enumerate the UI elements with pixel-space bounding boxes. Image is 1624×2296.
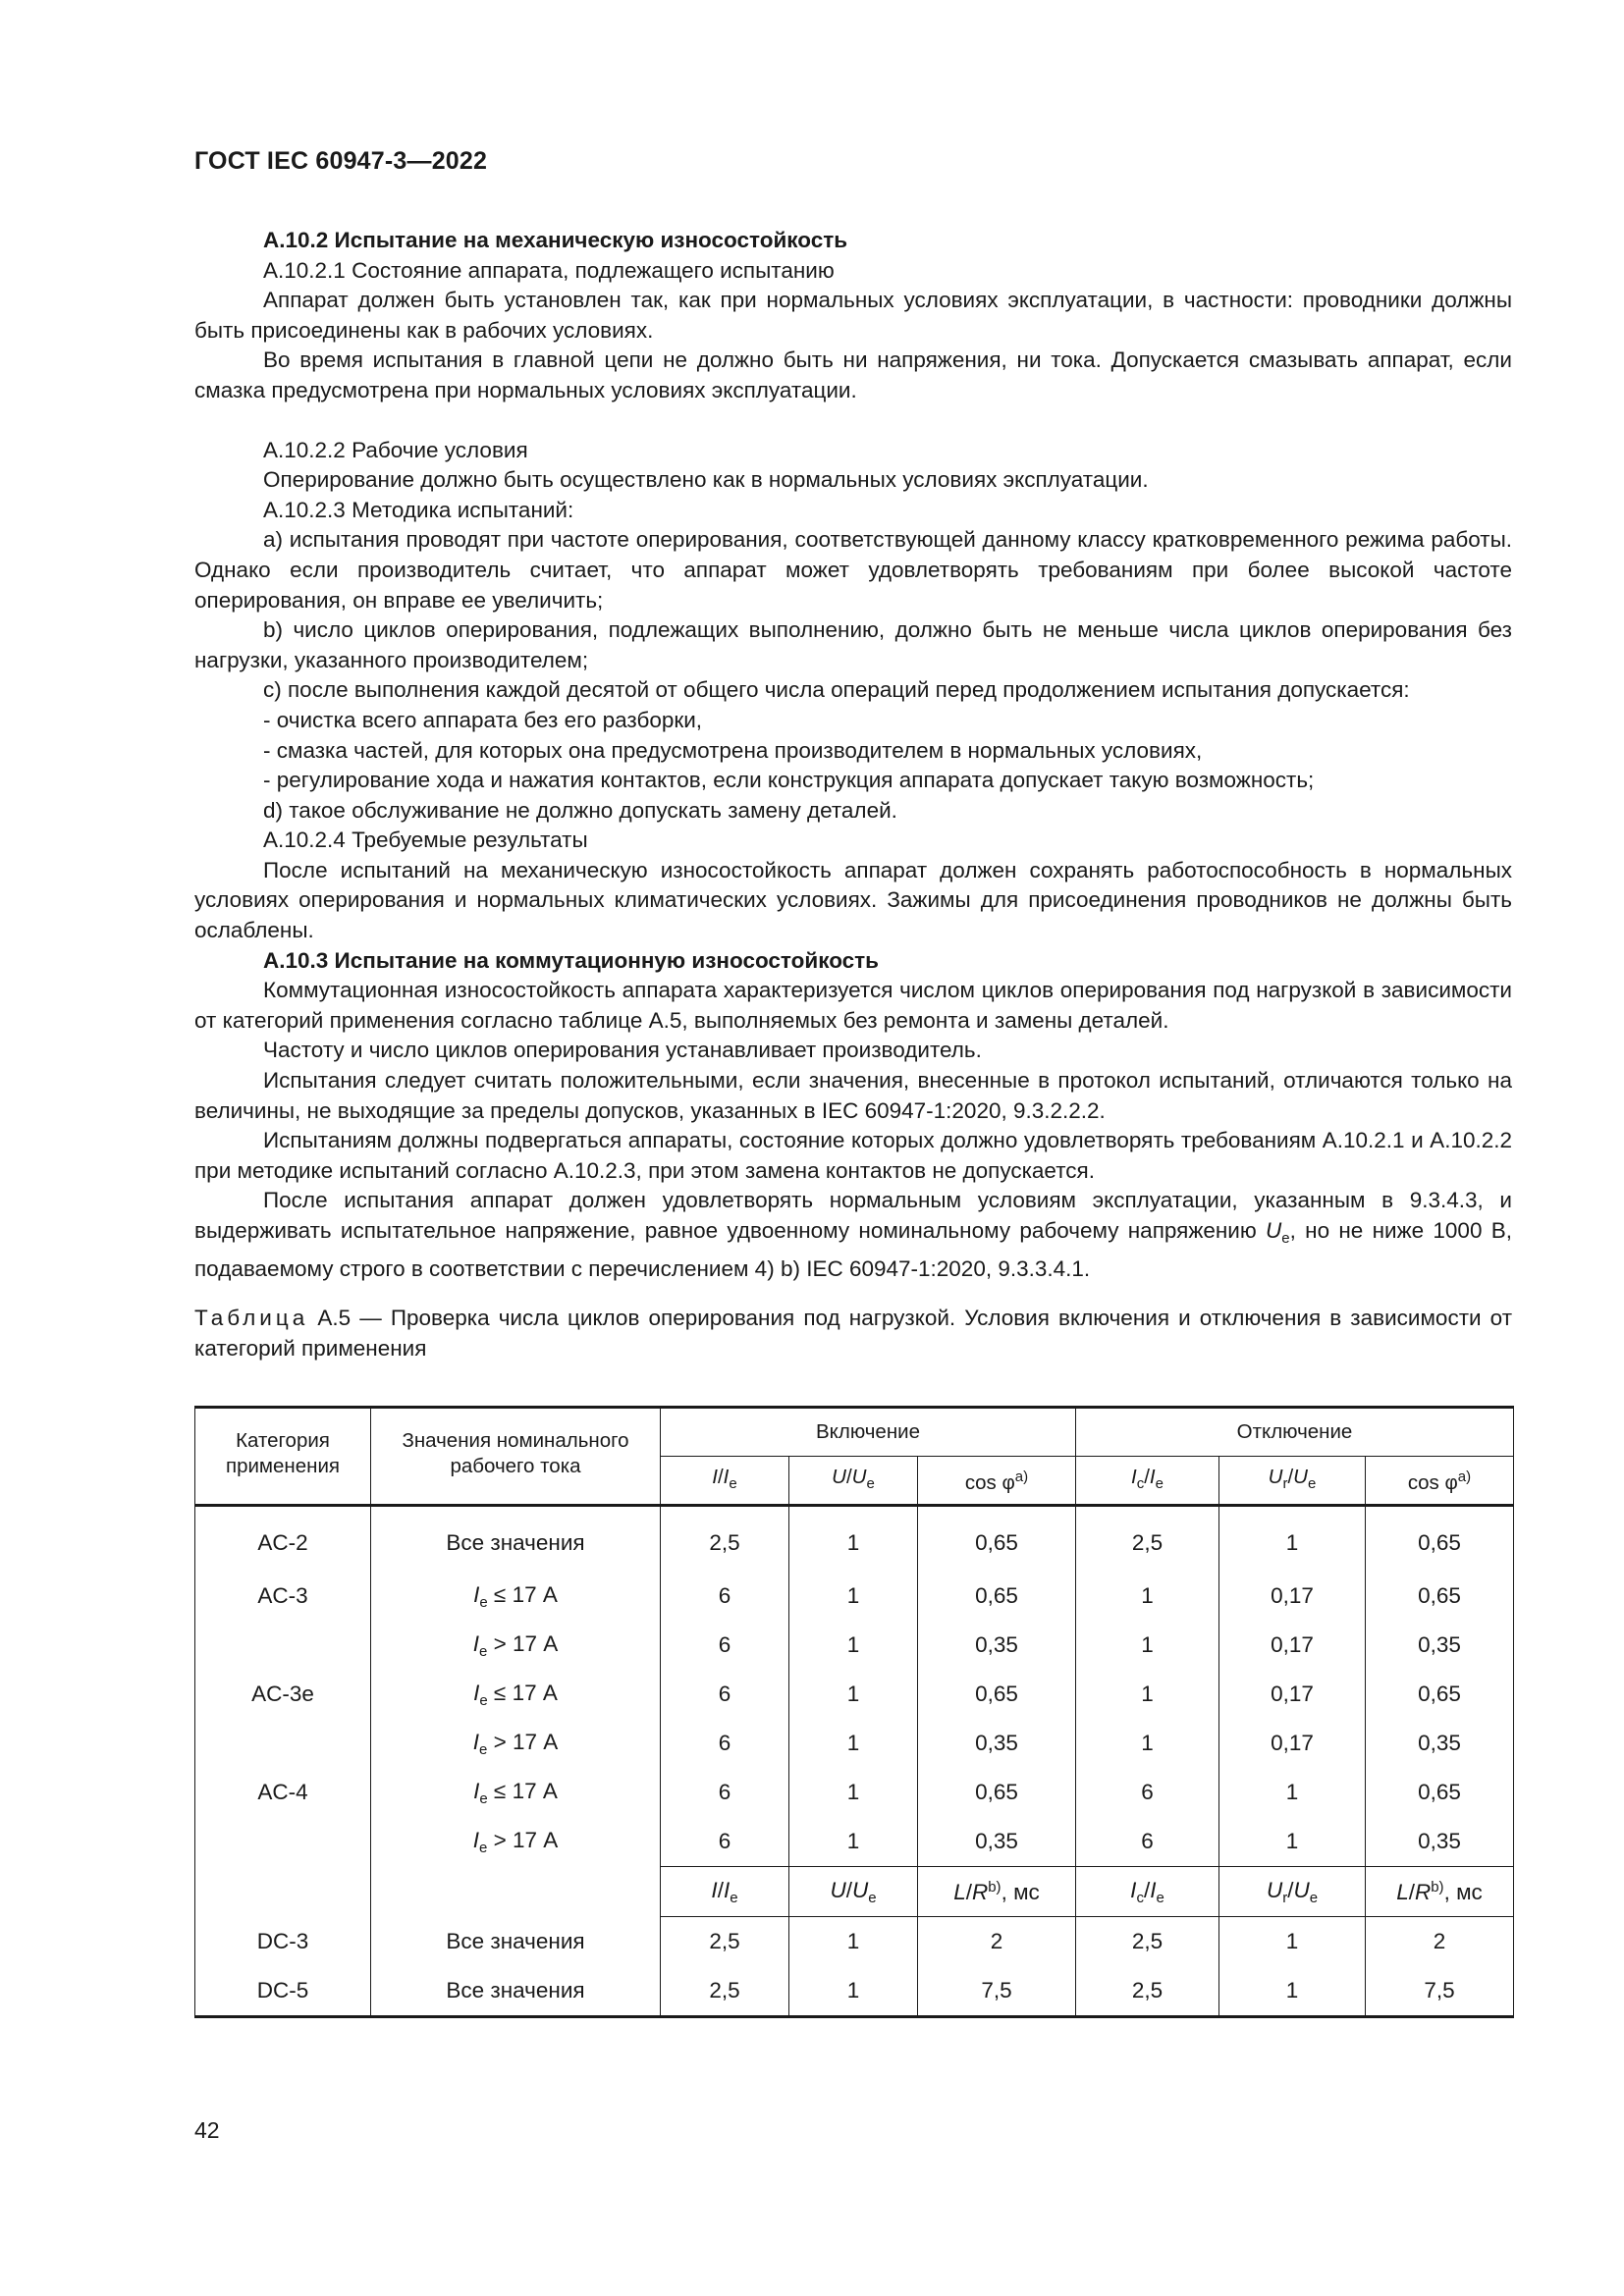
cell: 1 — [1219, 1966, 1366, 2017]
table-row — [195, 1506, 1514, 1573]
paragraph: Во время испытания в главной цепи не должно быть ни напряжения, ни тока. Допускается смазывать аппарат, если смазка предусмотрена при нормальных условиях эксплуатации. — [194, 347, 1512, 402]
table-subheader-row — [195, 1867, 1514, 1917]
col-header-u-ue-dc: $U/U_e$ — [789, 1867, 918, 1917]
cell: 0,65 — [918, 1506, 1076, 1573]
cell-category: DC-5 — [195, 1966, 371, 2017]
paragraph-text: , но не ниже 1000 В, подаваемому строго в соответствии с перечислением 4) b) IEC 60947-1:2020, 9.3.3.4.1. — [194, 1218, 1512, 1281]
dash-item: - очистка всего аппарата без его разборки, — [263, 707, 703, 732]
cell: 0,17 — [1219, 1621, 1366, 1670]
subsection-heading-a-10-2-1: А.10.2.1 Состояние аппарата, подлежащего испытанию — [263, 257, 835, 283]
cell: 0,65 — [1366, 1506, 1514, 1573]
cell: 6 — [661, 1621, 789, 1670]
col-header-i-ie: $I/I_e$ — [661, 1457, 789, 1506]
cell: 1 — [1219, 1817, 1366, 1867]
cell: 0,35 — [1366, 1621, 1514, 1670]
table-row — [195, 1966, 1514, 2017]
cell: 2,5 — [1076, 1506, 1219, 1573]
cell: 0,17 — [1219, 1572, 1366, 1621]
paragraph: После испытаний на механическую износостойкость аппарат должен сохранять работоспособность в нормальных условиях оперирования и нормальных климатических условиях. Зажимы для присоединения проводников не должны быть ослаблены. — [194, 857, 1512, 943]
cell-current: Все значения — [371, 1917, 661, 1967]
subsection-heading-a-10-2-4: А.10.2.4 Требуемые результаты — [263, 828, 588, 853]
document-header: ГОСТ IEC 60947-3—2022 — [194, 147, 488, 175]
cell: 1 — [1076, 1621, 1219, 1670]
cell: 1 — [1219, 1768, 1366, 1817]
subsection-heading-a-10-2-2: А.10.2.2 Рабочие условия — [263, 437, 528, 462]
col-header-cos-off: $\cos \varphi^{a)}$ — [1366, 1457, 1514, 1506]
cell: 6 — [661, 1817, 789, 1867]
col-header-ur-ue: $U_r/U_e$ — [1219, 1457, 1366, 1506]
cell: 1 — [789, 1506, 918, 1573]
cell: 0,35 — [918, 1817, 1076, 1867]
list-item: c) после выполнения каждой десятой от общего числа операций перед продолжением испытания допускается: — [263, 677, 1410, 703]
table-caption-text: А.5 — Проверка числа циклов оперирования под нагрузкой. Условия включения и отключения в зависимости от категорий применения — [194, 1306, 1512, 1361]
cell-current: $I_e > 17$ А — [371, 1719, 661, 1768]
dash-item: - смазка частей, для которых она предусмотрена производителем в нормальных условиях, — [263, 737, 1203, 763]
list-item: d) такое обслуживание не должно допускать замену деталей. — [263, 797, 897, 823]
cell-current: Все значения — [371, 1506, 661, 1573]
cell-current: Все значения — [371, 1966, 661, 2017]
table-row — [195, 1621, 1514, 1670]
cell-category — [195, 1817, 371, 1867]
cell-category: DC-3 — [195, 1917, 371, 1967]
spacer — [194, 406, 1512, 436]
cell: 2,5 — [661, 1917, 789, 1967]
cell: 6 — [1076, 1817, 1219, 1867]
table-row — [195, 1670, 1514, 1719]
cell: 7,5 — [1366, 1966, 1514, 2017]
list-item: b) число циклов оперирования, подлежащих выполнению, должно быть не меньше числа циклов оперирования без нагрузки, указанного производителем; — [194, 617, 1512, 672]
cell-category: AC-3e — [195, 1670, 371, 1719]
cell: 0,35 — [1366, 1817, 1514, 1867]
cell: 1 — [1219, 1917, 1366, 1967]
subsection-heading-a-10-2-3: А.10.2.3 Методика испытаний: — [263, 497, 574, 522]
cell: 0,65 — [1366, 1768, 1514, 1817]
cell-category: AC-4 — [195, 1768, 371, 1817]
paragraph: Испытания следует считать положительными, если значения, внесенные в протокол испытаний, отличаются только на величины, не выходящие за пределы допусков, указанных в IEC 60947-1:2020, 9.3.2.2.2. — [194, 1068, 1512, 1123]
dash-item: - регулирование хода и нажатия контактов, если конструкция аппарата допускает такую возможность; — [263, 768, 1315, 793]
cell: 2 — [918, 1917, 1076, 1967]
cell-current: $I_e > 17$ А — [371, 1817, 661, 1867]
cell: 6 — [661, 1670, 789, 1719]
cell-current: $I_e \le 17$ А — [371, 1768, 661, 1817]
cell: 1 — [789, 1966, 918, 2017]
paragraph: Оперирование должно быть осуществлено как в нормальных условиях эксплуатации. — [263, 467, 1149, 493]
col-header-lr-off-dc: $L/R^{b)}$, мс — [1366, 1867, 1514, 1917]
paragraph: Аппарат должен быть установлен так, как при нормальных условиях эксплуатации, в частности: проводники должны быть присоединены как в рабочих условиях. — [194, 288, 1512, 343]
col-header-i-ie-dc: $I/I_e$ — [661, 1867, 789, 1917]
col-header-u-ue: $U/U_e$ — [789, 1457, 918, 1506]
cell: 0,65 — [1366, 1572, 1514, 1621]
section-heading-a-10-2: А.10.2 Испытание на механическую износостойкость — [263, 228, 848, 252]
paragraph-text: После испытания аппарат должен удовлетворять нормальным условиям эксплуатации, указанным в 9.3.4.3, и выдерживать испытательное напряжение, равное удвоенному номинальному рабочему напряжению — [194, 1188, 1512, 1243]
cell-category: AC-2 — [195, 1506, 371, 1573]
cell: 1 — [1076, 1719, 1219, 1768]
cell: 0,65 — [918, 1670, 1076, 1719]
col-header-cos: $\cos \varphi^{a)}$ — [918, 1457, 1076, 1506]
cell: 0,17 — [1219, 1719, 1366, 1768]
cell: 2 — [1366, 1917, 1514, 1967]
table-row — [195, 1917, 1514, 1967]
cell-empty — [195, 1867, 371, 1917]
cell: 2,5 — [1076, 1917, 1219, 1967]
paragraph: Испытаниям должны подвергаться аппараты, состояние которых должно удовлетворять требованиям А.10.2.1 и А.10.2.2 при методике испытаний согласно А.10.2.3, при этом замена контактов не допускается. — [194, 1128, 1512, 1183]
paragraph: После испытания аппарат должен удовлетворять нормальным условиям эксплуатации, указанным в 9.3.4.3, и выдерживать испытательное напряжение, равное удвоенному номинальному рабочему напряжению $U_e$, но не ниже 1000 В, подаваемому строго в соответствии с перечислением 4) b) IEC 60947-1:2020, 9.3.3.4.1. — [194, 1188, 1512, 1281]
cell: 1 — [1219, 1506, 1366, 1573]
col-header-ic-ie: $I_c/I_e$ — [1076, 1457, 1219, 1506]
cell: 0,35 — [918, 1719, 1076, 1768]
paragraph: Коммутационная износостойкость аппарата характеризуется числом циклов оперирования под нагрузкой в зависимости от категорий применения согласно таблице А.5, выполняемых без ремонта и замены деталей. — [194, 978, 1512, 1033]
col-header-off: Отключение — [1076, 1408, 1514, 1457]
cell: 0,35 — [918, 1621, 1076, 1670]
col-header-on: Включение — [661, 1408, 1076, 1457]
cell-category: AC-3 — [195, 1572, 371, 1621]
cell: 0,65 — [1366, 1670, 1514, 1719]
table-row — [195, 1719, 1514, 1768]
table-row — [195, 1572, 1514, 1621]
cell: 0,17 — [1219, 1670, 1366, 1719]
cell-category — [195, 1621, 371, 1670]
cell-current: $I_e > 17$ А — [371, 1621, 661, 1670]
col-header-lr-dc: $L/R^{b)}$, мс — [918, 1867, 1076, 1917]
page-number: 42 — [194, 2117, 220, 2143]
cell: 1 — [1076, 1572, 1219, 1621]
table-row — [195, 1768, 1514, 1817]
table-caption — [194, 1304, 1512, 1363]
cell: 0,65 — [918, 1768, 1076, 1817]
cell: 2,5 — [1076, 1966, 1219, 2017]
cell-category — [195, 1719, 371, 1768]
cell-current: $I_e \le 17$ А — [371, 1670, 661, 1719]
cell: 1 — [789, 1917, 918, 1967]
cell: 1 — [789, 1621, 918, 1670]
data-table — [194, 1406, 1514, 2018]
col-header-ic-ie-dc: $I_c/I_e$ — [1076, 1867, 1219, 1917]
paragraph: Частоту и число циклов оперирования устанавливает производитель. — [263, 1038, 982, 1063]
table-row — [195, 1817, 1514, 1867]
col-header-category: Категория применения — [195, 1408, 371, 1506]
table-caption-label: Таблица — [194, 1306, 309, 1331]
cell: 6 — [661, 1572, 789, 1621]
cell-current: $I_e \le 17$ А — [371, 1572, 661, 1621]
cell-empty — [371, 1867, 661, 1917]
document-body — [194, 226, 1512, 1363]
cell: 1 — [789, 1817, 918, 1867]
cell: 6 — [661, 1719, 789, 1768]
col-header-current: Значения номинального рабочего тока — [371, 1408, 661, 1506]
cell: 1 — [789, 1719, 918, 1768]
cell: 0,35 — [1366, 1719, 1514, 1768]
cell: 1 — [1076, 1670, 1219, 1719]
section-heading-a-10-3: А.10.3 Испытание на коммутационную износостойкость — [263, 947, 880, 973]
cell: 0,65 — [918, 1572, 1076, 1621]
cell: 2,5 — [661, 1966, 789, 2017]
cell: 1 — [789, 1572, 918, 1621]
cell: 6 — [661, 1768, 789, 1817]
cell: 6 — [1076, 1768, 1219, 1817]
cell: 1 — [789, 1670, 918, 1719]
cell: 1 — [789, 1768, 918, 1817]
cell: 2,5 — [661, 1506, 789, 1573]
col-header-ur-ue-dc: $U_r/U_e$ — [1219, 1867, 1366, 1917]
cell: 7,5 — [918, 1966, 1076, 2017]
list-item: a) испытания проводят при частоте оперирования, соответствующей данному классу кратковременного режима работы. Однако если производитель считает, что аппарат может удовлетворять требованиям при более высокой частоте оперирования, он вправе ее увеличить; — [194, 527, 1512, 613]
